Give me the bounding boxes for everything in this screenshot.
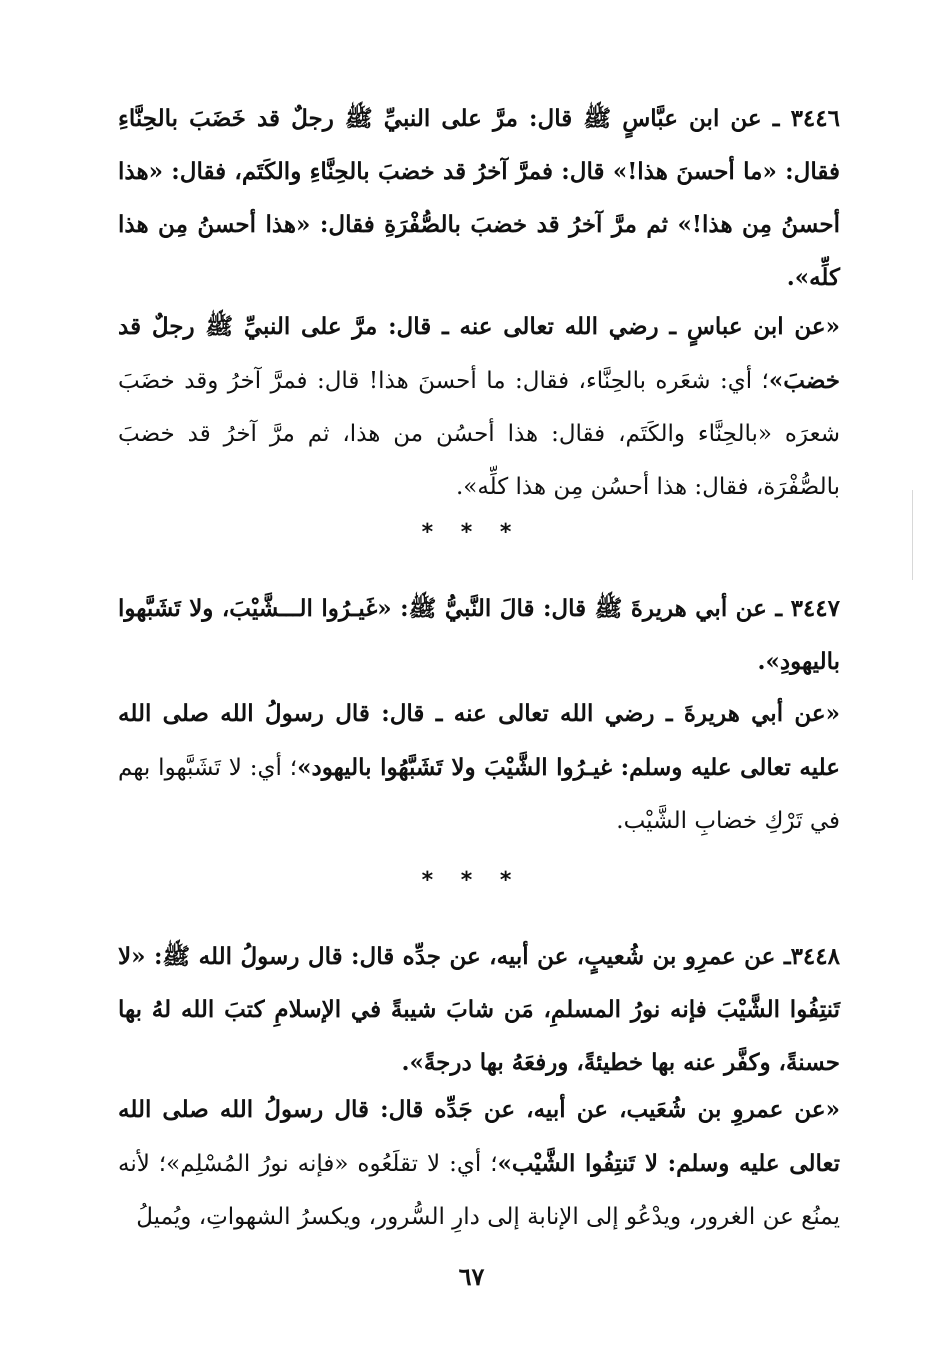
section-divider-1: * * * [421, 520, 522, 545]
commentary-3448-text: ؛ أي: لا تقلَعُوه «فإنه نورُ المُسْلِم»؛ لأنه يمنُع عن الغرور، ويدْعُو إلى الإنابة إلى دارِ السُّرور، ويكسرُ الشهواتِ، ويُميلُ [118, 1151, 840, 1230]
page-number: ٦٧ [458, 1262, 485, 1291]
hadith-3446-text: ٣٤٤٦ ـ عن ابن عبَّاسٍ ﷺ قال: مرَّ على النبيِّ ﷺ رجلٌ قد خَضَبَ بالحِنَّاءِ فقال: «ما أحسنَ هذا!» قال: فمرَّ آخرُ قد خضبَ بالحِنَّاءِ والكَتَم، فقال: «هذا أحسنُ مِن هذا!» ثم مرَّ آخرُ قد خضبَ بالصُّفْرَةِ فقال: «هذا أحسنُ مِن هذا كلِّه». [118, 105, 840, 291]
hadith-3447 [118, 582, 840, 688]
commentary-3447-text: ؛ أي: لا تَشَبَّهوا بهم في تَرْكِ خضابِ الشَّيْب. [118, 755, 840, 834]
commentary-3446-text: ؛ أي: شعَره بالحِنَّاء، فقال: ما أحسنَ هذا! قال: فمرَّ آخرُ وقد خضَبَ شعرَه «بالحِنَّاء والكَتَم، فقال: هذا أحسُن من هذا، ثم مرَّ آخرُ قد خضبَ بالصُّفْرَة، فقال: هذا أحسُن مِن هذا كلِّه». [118, 368, 840, 500]
commentary-3446-quote: «عن ابن عباسٍ ـ رضي الله تعالى عنه ـ قال: مرَّ على النبيِّ ﷺ رجلٌ قد خضبَ» [118, 313, 840, 394]
commentary-3448-quote: «عن عمروِ بن شُعَيب، عن أبيه، عن جَدِّه قال: قال رسولُ الله صلى الله تعالى عليه وسلم: لا تَنتِفُوا الشَّيْب» [118, 1096, 840, 1177]
hadith-3448 [118, 930, 840, 1089]
hadith-3447-text: ٣٤٤٧ ـ عن أبي هريرةَ ﷺ قال: قالَ النَّبيُّ ﷺ: «غَيـرُوا الـــشَّيْبَ، ولا تَشَبَّهوا باليهودِ». [118, 595, 840, 675]
hadith-3446 [118, 92, 840, 304]
commentary-3446 [118, 300, 840, 514]
commentary-3447 [118, 687, 840, 848]
commentary-3448 [118, 1083, 840, 1244]
hadith-3448-text: ٣٤٤٨ـ عن عمرِو بن شُعيبٍ، عن أبيه، عن جدِّه قال: قال رسولُ الله ﷺ: «لا تَنتِفُوا الشَّيْبَ فإنه نورُ المسلمِ، مَن شابَ شيبةً في الإسلامِ كتبَ الله لهُ بها حسنةً، وكفَّر عنه بها خطيئةً، ورفعَهُ بها درجةً». [118, 943, 840, 1076]
commentary-3447-quote: «عن أبي هريرةَ ـ رضي الله تعالى عنه ـ قال: قال رسولُ الله صلى الله عليه تعالى عليه وسلم: غيـرُوا الشَّيْبَ ولا تَشَبَّهُوا باليهود» [118, 700, 840, 781]
section-divider-2: * * * [421, 868, 522, 893]
